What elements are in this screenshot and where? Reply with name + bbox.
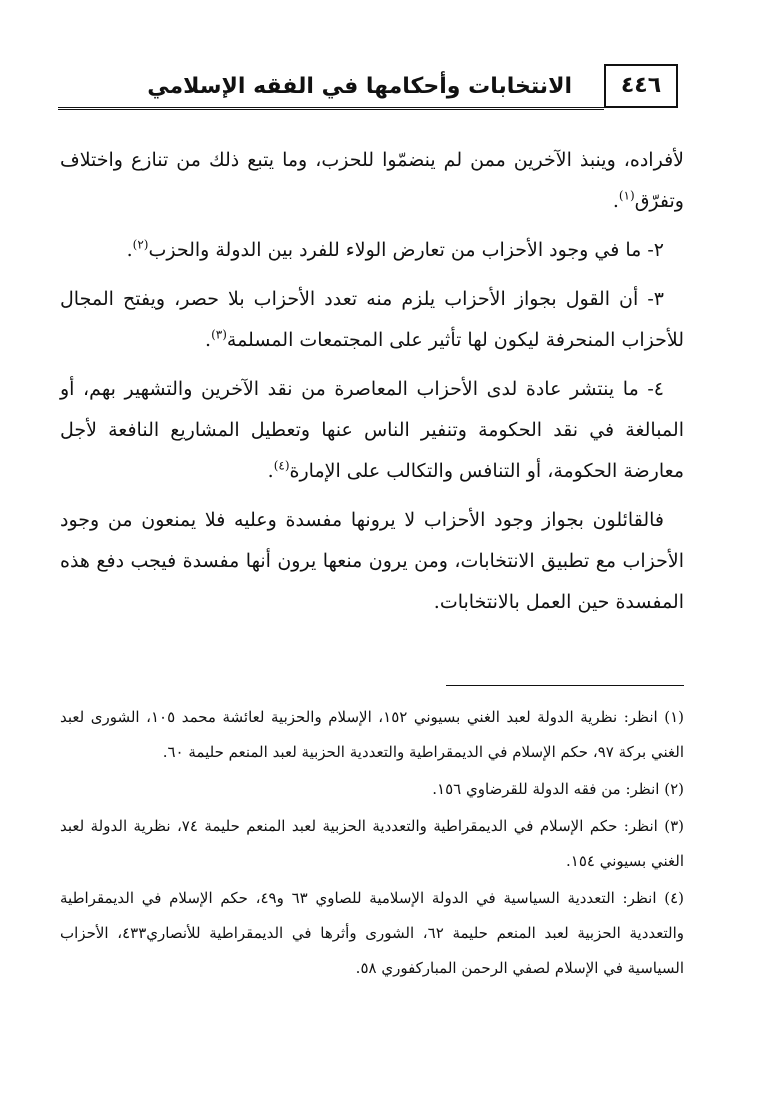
footnotes (60, 700, 684, 988)
paragraph-text: ٣- أن القول بجواز الأحزاب يلزم منه تعدد الأحزاب بلا حصر، ويفتح المجال للأحزاب المنحرفة ليكون لها تأثير على المجتمعات المسلمة (60, 288, 684, 351)
paragraph-text: فالقائلون بجواز وجود الأحزاب لا يرونها مفسدة وعليه فلا يمنعون من وجود الأحزاب مع تطبيق الانتخابات، ومن يرون منعها يرون أنها مفسدة فيجب دفع هذه المفسدة حين العمل بالانتخابات. (60, 509, 684, 613)
header-rule (58, 107, 604, 110)
footnote-ref: (٤) (273, 458, 290, 473)
paragraph-end: . (126, 239, 133, 261)
paragraph-4 (60, 369, 684, 492)
paragraph-end: . (612, 190, 619, 212)
footnote-1: (١) انظر: نظرية الدولة لعبد الغني بسيوني ١٥٢، الإسلام والحزبية لعائشة محمد ١٠٥، الشورى لعبد الغني بركة ٩٧، حكم الإسلام في الديمقراطية والتعددية الحزبية لعبد المنعم حليمة ٦٠. (60, 708, 684, 761)
main-text (60, 140, 684, 631)
footnote-separator (446, 685, 684, 686)
footnote-ref: (١) (618, 188, 635, 203)
footnote-ref: (٢) (132, 237, 149, 252)
footnote-4: (٤) انظر: التعددية السياسية في الدولة الإسلامية للصاوي ٦٣ و٤٩، حكم الإسلام في الديمقراطية والتعددية الحزبية لعبد المنعم حليمة ٦٢، الشورى وأثرها في الديمقراطية للأنصاري٤٣٣، الأحزاب السياسية في الإسلام لصفي الرحمن المباركفوري ٥٨. (60, 889, 685, 977)
paragraph-1 (60, 140, 684, 222)
paragraph-text: لأفراده، وينبذ الآخرين ممن لم ينضمّوا للحزب، وما يتبع ذلك من تنازع واختلاف وتفرّق (60, 149, 684, 212)
running-title: الانتخابات وأحكامها في الفقه الإسلامي (147, 74, 572, 99)
paragraph-5 (60, 500, 684, 623)
running-header (58, 62, 678, 118)
paragraph-text: ٤- ما ينتشر عادة لدى الأحزاب المعاصرة من نقد الآخرين والتشهير بهم، أو المبالغة في نقد الحكومة وتنفير الناس عنها وتعطيل المشاريع النافعة لأجل معارضة الحكومة، أو التنافس والتكالب على الإمارة (60, 378, 684, 482)
paragraph-3 (60, 279, 684, 361)
page-number: ٤٤٦ (604, 64, 678, 108)
footnote-ref: (٣) (211, 327, 227, 342)
paragraph-2 (60, 230, 684, 271)
paragraph-text: ٢- ما في وجود الأحزاب من تعارض الولاء للفرد بين الدولة والحزب (148, 239, 664, 261)
footnote-3: (٣) انظر: حكم الإسلام في الديمقراطية والتعددية الحزبية لعبد المنعم حليمة ٧٤، نظرية الدولة لعبد الغني بسيوني ١٥٤. (60, 817, 684, 870)
footnote-2: (٢) انظر: من فقه الدولة للقرضاوي ١٥٦. (432, 780, 684, 798)
paragraph-end: . (267, 460, 274, 482)
paragraph-end: . (205, 329, 212, 351)
